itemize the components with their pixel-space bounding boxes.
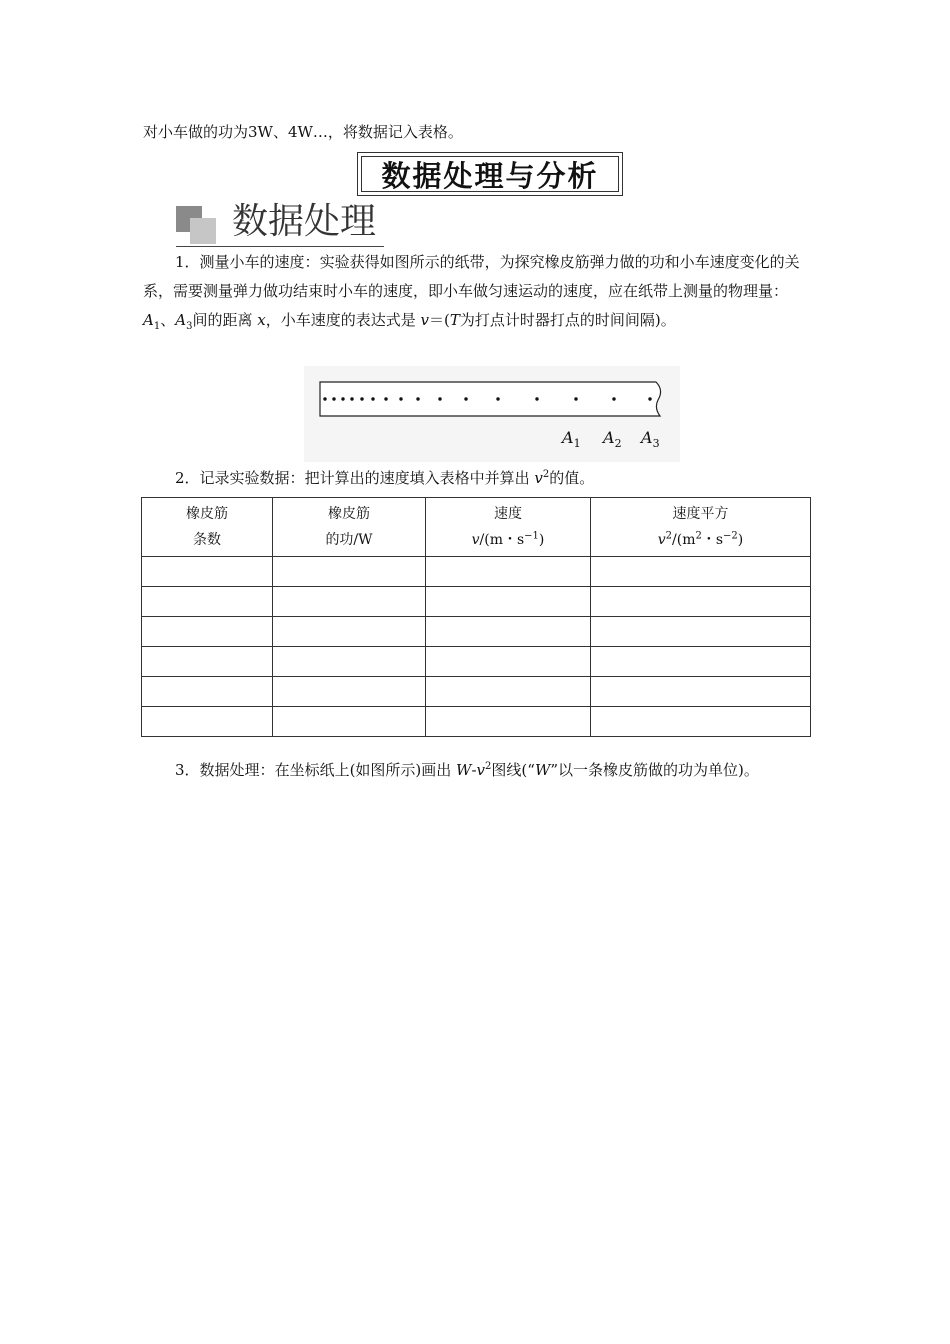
step2-text-b: 的值。 xyxy=(549,469,595,487)
table-cell xyxy=(273,557,426,587)
table-cell xyxy=(142,557,273,587)
table-cell xyxy=(273,707,426,737)
section-title: 数据处理与分析 xyxy=(361,156,619,192)
step2-paragraph xyxy=(143,464,811,493)
table-cell xyxy=(591,707,811,737)
tape-dot xyxy=(535,397,538,400)
step1-paragraph xyxy=(143,248,811,335)
tape-dot xyxy=(438,397,441,400)
data-table xyxy=(141,497,811,737)
tape-dot xyxy=(574,397,577,400)
var-v: v xyxy=(420,311,429,329)
table-cell xyxy=(273,677,426,707)
var-a3: A xyxy=(175,311,187,329)
step3-dash: - xyxy=(471,761,477,779)
table-cell xyxy=(142,707,273,737)
var-a1-sub: 1 xyxy=(153,321,161,332)
tape-dot xyxy=(371,397,374,400)
step3-text-b: 图线(“ xyxy=(491,761,535,779)
step1-number: 1． xyxy=(175,253,200,271)
tape-dot xyxy=(323,397,326,400)
step3-paragraph xyxy=(143,756,811,785)
table-cell xyxy=(426,647,591,677)
table-cell xyxy=(591,557,811,587)
table-cell xyxy=(591,587,811,617)
header-band-count: 橡皮筋 条数 xyxy=(142,498,273,557)
tape-strip xyxy=(320,382,661,416)
step1-text-c: ，小车速度的表达式是 xyxy=(265,311,421,329)
heading-underline xyxy=(176,246,384,247)
table-row xyxy=(142,677,811,707)
step1-text-b: 间的距离 xyxy=(192,311,258,329)
tape-dot xyxy=(648,397,651,400)
table-cell xyxy=(426,677,591,707)
table-cell xyxy=(142,617,273,647)
section-title-banner xyxy=(357,152,623,196)
tape-dot xyxy=(341,397,344,400)
var-w2: W xyxy=(534,761,551,779)
table-cell xyxy=(273,647,426,677)
table-cell xyxy=(426,587,591,617)
subsection-heading xyxy=(176,200,386,250)
header-velocity: 速度 v/(m・$s^{-1}$) xyxy=(426,498,591,557)
step3-text-c: ”以一条橡皮筋做的功为单位)。 xyxy=(550,761,759,779)
tape-dot xyxy=(360,397,363,400)
paper-tape-figure xyxy=(304,366,680,462)
tape-label-a1: $A_1$ xyxy=(562,428,581,451)
table-cell xyxy=(273,617,426,647)
step2-text-a: 把计算出的速度填入表格中并算出 xyxy=(304,469,535,487)
tape-dot xyxy=(332,397,335,400)
table-cell xyxy=(142,647,273,677)
var-a1: A xyxy=(143,311,154,329)
var-a3-sub: 3 xyxy=(186,321,193,332)
step1-text-d: ＝( xyxy=(428,311,450,329)
var-w: W xyxy=(456,761,472,779)
step1-lead: 测量小车的速度： xyxy=(199,253,320,271)
table-cell xyxy=(591,617,811,647)
header-velocity-squared: 速度平方 $v^2/(m^2$・$s^{-2}$) xyxy=(591,498,811,557)
tape-dot xyxy=(496,397,499,400)
heading-square-shadow-icon xyxy=(190,218,216,244)
step1-text-a: 实验获得如图所示的纸带，为探究橡皮筋弹力做的功和小车速度变化的关系，需要测量弹力做功结束时小车的速度，即小车做匀速运动的速度，应在纸带上测量的物理量： xyxy=(143,253,800,300)
tape-dot xyxy=(350,397,353,400)
var-v-sup: 2 xyxy=(485,761,492,772)
intro-text: 对小车做的功为3W、4W…，将数据记入表格。 xyxy=(143,123,463,141)
tape-dot xyxy=(464,397,467,400)
subsection-title: 数据处理 xyxy=(232,201,377,242)
table-cell xyxy=(591,677,811,707)
table-header-row xyxy=(142,498,811,557)
table-row xyxy=(142,557,811,587)
paper-tape-drawing xyxy=(304,366,680,462)
step3-number: 3． xyxy=(175,761,200,779)
table-cell xyxy=(426,557,591,587)
table-row xyxy=(142,617,811,647)
table-cell xyxy=(591,647,811,677)
table-cell xyxy=(426,617,591,647)
tape-dot xyxy=(384,397,387,400)
step3-lead: 数据处理： xyxy=(199,761,275,779)
tape-dot xyxy=(612,397,615,400)
table-row xyxy=(142,647,811,677)
tape-dot xyxy=(416,397,419,400)
step2-number: 2． xyxy=(175,469,200,487)
var-v: v xyxy=(476,761,486,779)
table-cell xyxy=(426,707,591,737)
header-band-work: 橡皮筋 的功/W xyxy=(273,498,426,557)
tape-label-a2: $A_2$ xyxy=(603,428,622,451)
tape-dot xyxy=(399,397,402,400)
step1-sep: 、 xyxy=(160,311,176,329)
table-row xyxy=(142,587,811,617)
step2-lead: 记录实验数据： xyxy=(199,469,305,487)
var-v-sup: 2 xyxy=(542,469,550,480)
var-t: T xyxy=(449,311,460,329)
step1-text-e: 为打点计时器打点的时间间隔)。 xyxy=(459,311,676,329)
table-cell xyxy=(142,677,273,707)
tape-label-a3: $A_3$ xyxy=(641,428,660,451)
table-cell xyxy=(142,587,273,617)
var-x: x xyxy=(257,311,266,329)
table-row xyxy=(142,707,811,737)
table-cell xyxy=(273,587,426,617)
table-body xyxy=(142,557,811,737)
step3-text-a: 在坐标纸上(如图所示)画出 xyxy=(274,761,457,779)
var-v: v xyxy=(534,469,543,487)
